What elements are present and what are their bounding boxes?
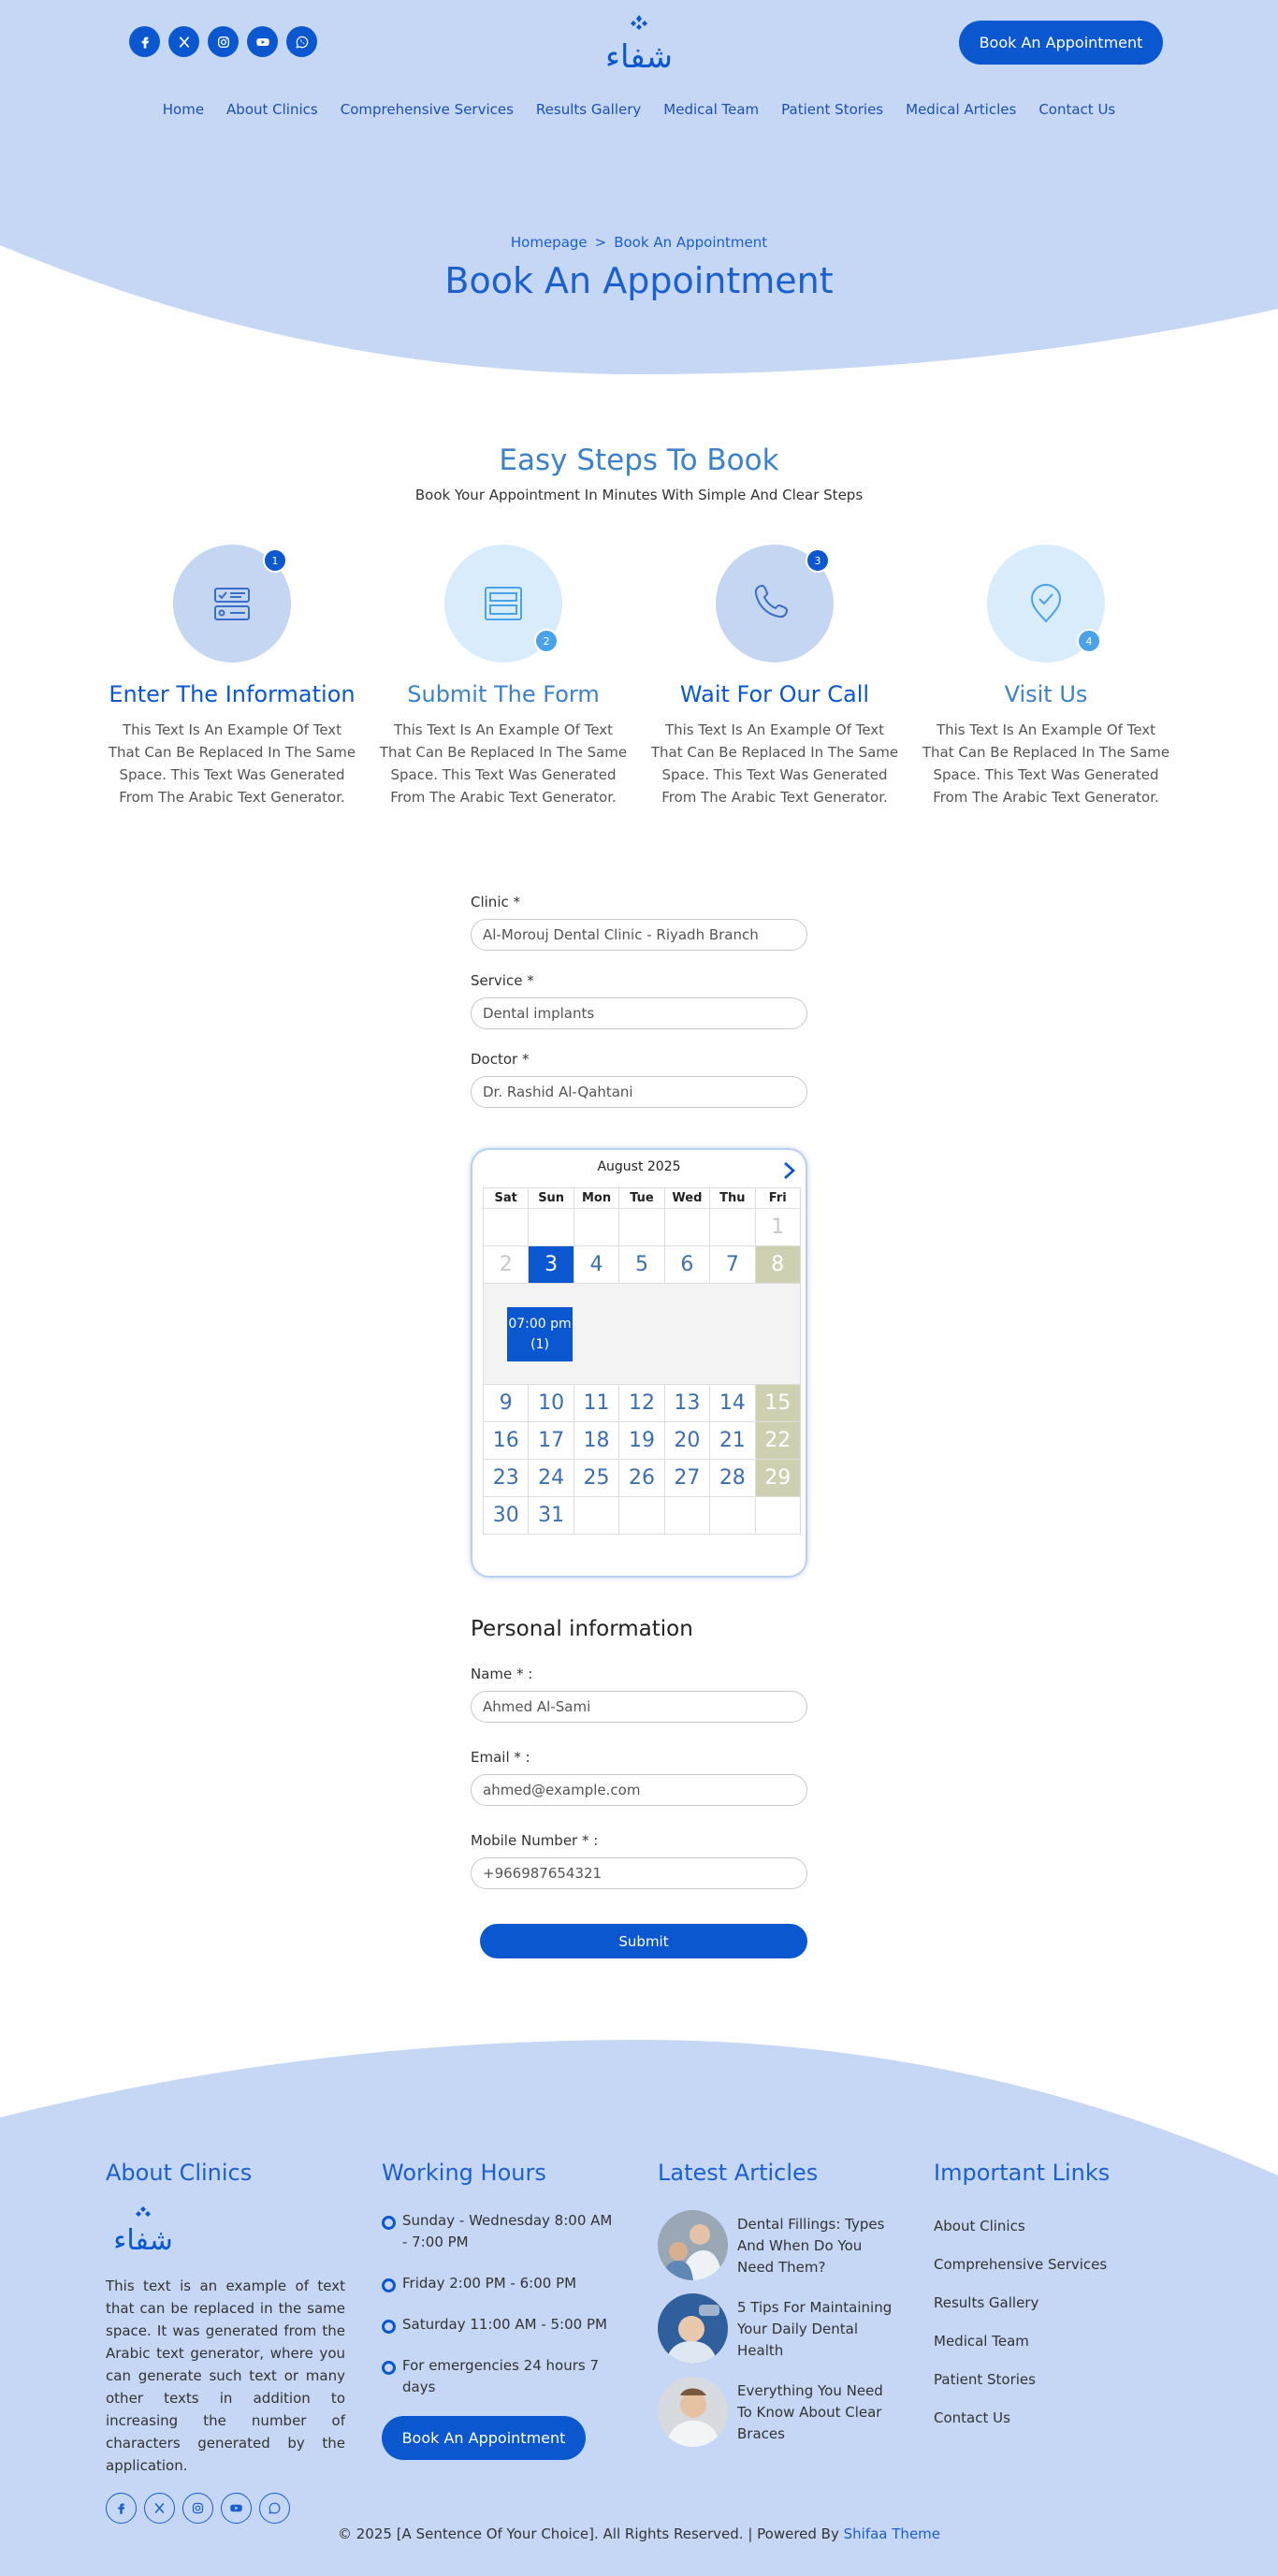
hours-item: Saturday 11:00 AM - 5:00 PM: [382, 2314, 616, 2336]
calendar-day: 2: [484, 1246, 529, 1284]
calendar-day[interactable]: 9: [484, 1385, 529, 1422]
page-title: Book An Appointment: [444, 260, 834, 301]
chevron-right-icon[interactable]: [781, 1159, 800, 1182]
footer-link-results-gallery[interactable]: Results Gallery: [934, 2294, 1039, 2311]
step-submit-form: [377, 545, 630, 808]
weekday: Tue: [619, 1188, 664, 1209]
slot-time: 07:00 pm: [508, 1316, 572, 1332]
step-circle: [987, 545, 1105, 662]
step-number: 4: [1077, 629, 1101, 653]
calendar-day[interactable]: 4: [574, 1246, 618, 1284]
step-circle: [444, 545, 562, 662]
calendar-day[interactable]: 20: [664, 1422, 709, 1460]
nav-patient-stories[interactable]: Patient Stories: [781, 101, 884, 118]
week-row: [484, 1385, 801, 1422]
mobile-label: Mobile Number * :: [471, 1832, 599, 1849]
calendar-day-selected[interactable]: 3: [529, 1246, 574, 1284]
article-title: Dental Fillings: Types And When Do You Need Them?: [737, 2216, 885, 2276]
youtube-icon[interactable]: [247, 26, 278, 57]
calendar-day: [484, 1209, 529, 1246]
footer-link-medical-team[interactable]: Medical Team: [934, 2333, 1029, 2350]
footer-logo-text: شفاء: [113, 2224, 173, 2257]
step-text: This Text Is An Example Of Text That Can Be Replaced In The Same Space. This Text Was Generated From The Arabic Text Generator.: [108, 721, 356, 806]
service-select[interactable]: Dental implants: [471, 997, 807, 1029]
window-icon: [480, 580, 527, 627]
latest-articles-title: Latest Articles: [658, 2160, 819, 2186]
clinic-label: Clinic *: [471, 894, 520, 910]
article-thumbnail: [658, 2293, 728, 2364]
footer-about-title: About Clinics: [106, 2160, 253, 2186]
calendar-day-closed: 22: [755, 1422, 800, 1460]
calendar-grid: [483, 1187, 801, 1535]
nav-medical-articles[interactable]: Medical Articles: [906, 101, 1017, 118]
calendar-day: [574, 1497, 618, 1535]
calendar-day-closed: 29: [755, 1460, 800, 1497]
personal-info-section: [471, 1617, 807, 1915]
brand-link[interactable]: Shifaa Theme: [843, 2525, 941, 2542]
step-number: 1: [263, 548, 287, 573]
weekday-row: [484, 1188, 801, 1209]
important-links-title: Important Links: [934, 2160, 1111, 2186]
step-number: 2: [534, 629, 559, 653]
week-row: [484, 1246, 801, 1284]
step-wait-call: [648, 545, 901, 808]
calendar-day[interactable]: 18: [574, 1422, 618, 1460]
step-title: Visit Us: [1004, 681, 1088, 707]
copyright-text: © 2025 [A Sentence Of Your Choice]. All Rights Reserved. | Powered By: [337, 2525, 839, 2542]
calendar-day[interactable]: 19: [619, 1422, 664, 1460]
mobile-input[interactable]: +966987654321: [471, 1857, 807, 1889]
logo[interactable]: [592, 11, 686, 77]
book-appointment-button[interactable]: Book An Appointment: [959, 21, 1163, 65]
step-text: This Text Is An Example Of Text That Can Be Replaced In The Same Space. This Text Was Generated From The Arabic Text Generator.: [922, 721, 1170, 806]
article-item[interactable]: [658, 2293, 901, 2364]
calendar-day[interactable]: 11: [574, 1385, 618, 1422]
calendar-day[interactable]: 31: [529, 1497, 574, 1535]
footer-working-hours: [382, 2160, 616, 2460]
calendar-day[interactable]: 28: [710, 1460, 755, 1497]
hours-item: For emergencies 24 hours 7 days: [382, 2355, 616, 2398]
calendar-day: [619, 1209, 664, 1246]
hours-item: Sunday - Wednesday 8:00 AM - 7:00 PM: [382, 2210, 616, 2253]
nav-medical-team[interactable]: Medical Team: [663, 101, 760, 118]
footer-link-patient-stories[interactable]: Patient Stories: [934, 2371, 1036, 2388]
youtube-icon[interactable]: [221, 2493, 252, 2524]
calendar-day[interactable]: 10: [529, 1385, 574, 1422]
step-visit-us: [920, 545, 1172, 808]
breadcrumb: [0, 234, 1278, 251]
week-row: [484, 1460, 801, 1497]
nav-comprehensive-services[interactable]: Comprehensive Services: [340, 101, 514, 118]
step-enter-information: [106, 545, 358, 808]
calendar-day-closed: 15: [755, 1385, 800, 1422]
footer-latest-articles: [658, 2160, 901, 2447]
article-title: 5 Tips For Maintaining Your Daily Dental Health: [737, 2299, 893, 2359]
working-hours-title: Working Hours: [382, 2160, 546, 2186]
weekday: Sun: [529, 1188, 574, 1209]
step-text: This Text Is An Example Of Text That Can Be Replaced In The Same Space. This Text Was Generated From The Arabic Text Generator.: [379, 721, 628, 806]
weekday: Mon: [574, 1188, 618, 1209]
weekday: Fri: [755, 1188, 800, 1209]
calendar-day: [529, 1209, 574, 1246]
calendar-day: 1: [755, 1209, 800, 1246]
step-title: Wait For Our Call: [679, 681, 870, 707]
clinic-select[interactable]: Al-Morouj Dental Clinic - Riyadh Branch: [471, 919, 807, 951]
week-row: [484, 1497, 801, 1535]
article-item[interactable]: [658, 2377, 901, 2447]
calendar-day[interactable]: 26: [619, 1460, 664, 1497]
appointment-form: [471, 894, 807, 1129]
calendar-day: [664, 1497, 709, 1535]
instagram-icon[interactable]: [208, 26, 239, 57]
step-title: Enter The Information: [109, 681, 356, 707]
calendar-day[interactable]: 13: [664, 1385, 709, 1422]
form-icon: [209, 580, 255, 627]
nav-home[interactable]: Home: [162, 101, 205, 118]
whatsapp-icon[interactable]: [259, 2493, 290, 2524]
nav-about-clinics[interactable]: About Clinics: [226, 101, 318, 118]
slot-count: (1): [530, 1336, 549, 1352]
footer-socials: [106, 2493, 345, 2524]
steps-title: Easy Steps To Book: [499, 444, 779, 477]
facebook-icon[interactable]: [129, 26, 160, 57]
facebook-icon[interactable]: [106, 2493, 137, 2524]
article-thumbnail: [658, 2377, 728, 2447]
footer-link-about-clinics[interactable]: About Clinics: [934, 2218, 1025, 2234]
phone-icon: [751, 580, 798, 627]
weekday: Thu: [710, 1188, 755, 1209]
calendar-day-closed: 8: [755, 1246, 800, 1284]
links-list: [934, 2218, 1110, 2426]
slots-row: [484, 1284, 801, 1385]
calendar-day: [755, 1497, 800, 1535]
calendar-day[interactable]: 16: [484, 1422, 529, 1460]
time-slot-button[interactable]: [507, 1307, 573, 1361]
footer-link-contact-us[interactable]: Contact Us: [934, 2409, 1010, 2426]
breadcrumb-separator: >: [594, 234, 607, 251]
nav-contact-us[interactable]: Contact Us: [1038, 101, 1116, 118]
steps-subtitle: Book Your Appointment In Minutes With Simple And Clear Steps: [414, 487, 864, 503]
calendar-day: [710, 1209, 755, 1246]
footer-about-text: This text is an example of text that can be replaced in the same space. It was generated from the Arabic text generator, where you can generate such text or many other texts in addition to increasing the number of characters generated by the application.: [106, 2278, 345, 2474]
calendar-day[interactable]: 14: [710, 1385, 755, 1422]
calendar-day[interactable]: 21: [710, 1422, 755, 1460]
hours-list: [382, 2210, 616, 2398]
main-nav: [0, 101, 1278, 118]
time-slots: [484, 1284, 801, 1385]
calendar-day: [710, 1497, 755, 1535]
article-item[interactable]: [658, 2210, 901, 2280]
calendar-day[interactable]: 5: [619, 1246, 664, 1284]
week-row: [484, 1209, 801, 1246]
name-input[interactable]: Ahmed Al-Sami: [471, 1691, 807, 1723]
article-title: Everything You Need To Know About Clear Braces: [737, 2382, 883, 2442]
location-check-icon: [1023, 580, 1069, 627]
calendar-day: [664, 1209, 709, 1246]
calendar-day[interactable]: 25: [574, 1460, 618, 1497]
hero-section: [0, 0, 1278, 374]
calendar-day: [574, 1209, 618, 1246]
calendar-day[interactable]: 17: [529, 1422, 574, 1460]
calendar-day[interactable]: 27: [664, 1460, 709, 1497]
service-label: Service *: [471, 972, 534, 989]
email-label: Email * :: [471, 1749, 530, 1766]
footer-important-links: [934, 2160, 1110, 2448]
calendar-day[interactable]: 6: [664, 1246, 709, 1284]
instagram-icon[interactable]: [182, 2493, 213, 2524]
footer-book-appointment-button[interactable]: Book An Appointment: [382, 2416, 586, 2460]
submit-button[interactable]: Submit: [480, 1924, 807, 1958]
doctor-label: Doctor *: [471, 1051, 530, 1068]
weekday: Sat: [484, 1188, 529, 1209]
step-number: 3: [806, 548, 830, 573]
doctor-select[interactable]: Dr. Rashid Al-Qahtani: [471, 1076, 807, 1108]
email-input[interactable]: ahmed@example.com: [471, 1774, 807, 1806]
header-socials: [129, 26, 317, 57]
calendar-month: August 2025: [597, 1159, 681, 1174]
article-thumbnail: [658, 2210, 728, 2280]
calendar-day[interactable]: 30: [484, 1497, 529, 1535]
calendar-day: [619, 1497, 664, 1535]
footer-link-comprehensive-services[interactable]: Comprehensive Services: [934, 2256, 1108, 2273]
x-icon[interactable]: [144, 2493, 175, 2524]
calendar-day[interactable]: 7: [710, 1246, 755, 1284]
calendar-day[interactable]: 12: [619, 1385, 664, 1422]
step-circle: [173, 545, 291, 662]
breadcrumb-home[interactable]: Homepage: [510, 234, 588, 251]
nav-results-gallery[interactable]: Results Gallery: [535, 101, 642, 118]
footer-logo: [106, 2205, 181, 2257]
logo-text: شفاء: [604, 38, 674, 76]
x-icon[interactable]: [168, 26, 199, 57]
calendar-day[interactable]: 24: [529, 1460, 574, 1497]
weekday: Wed: [664, 1188, 709, 1209]
week-row: [484, 1422, 801, 1460]
calendar-day[interactable]: 23: [484, 1460, 529, 1497]
copyright: [0, 2525, 1278, 2542]
booking-calendar: [471, 1148, 807, 1578]
hours-item: Friday 2:00 PM - 6:00 PM: [382, 2273, 616, 2294]
step-text: This Text Is An Example Of Text That Can Be Replaced In The Same Space. This Text Was Generated From The Arabic Text Generator.: [650, 721, 899, 806]
name-label: Name * :: [471, 1666, 533, 1682]
footer-about: [106, 2160, 345, 2524]
step-title: Submit The Form: [407, 681, 600, 707]
personal-info-title: Personal information: [471, 1617, 693, 1641]
breadcrumb-current: Book An Appointment: [614, 234, 768, 251]
step-circle: [716, 545, 834, 662]
whatsapp-icon[interactable]: [286, 26, 317, 57]
